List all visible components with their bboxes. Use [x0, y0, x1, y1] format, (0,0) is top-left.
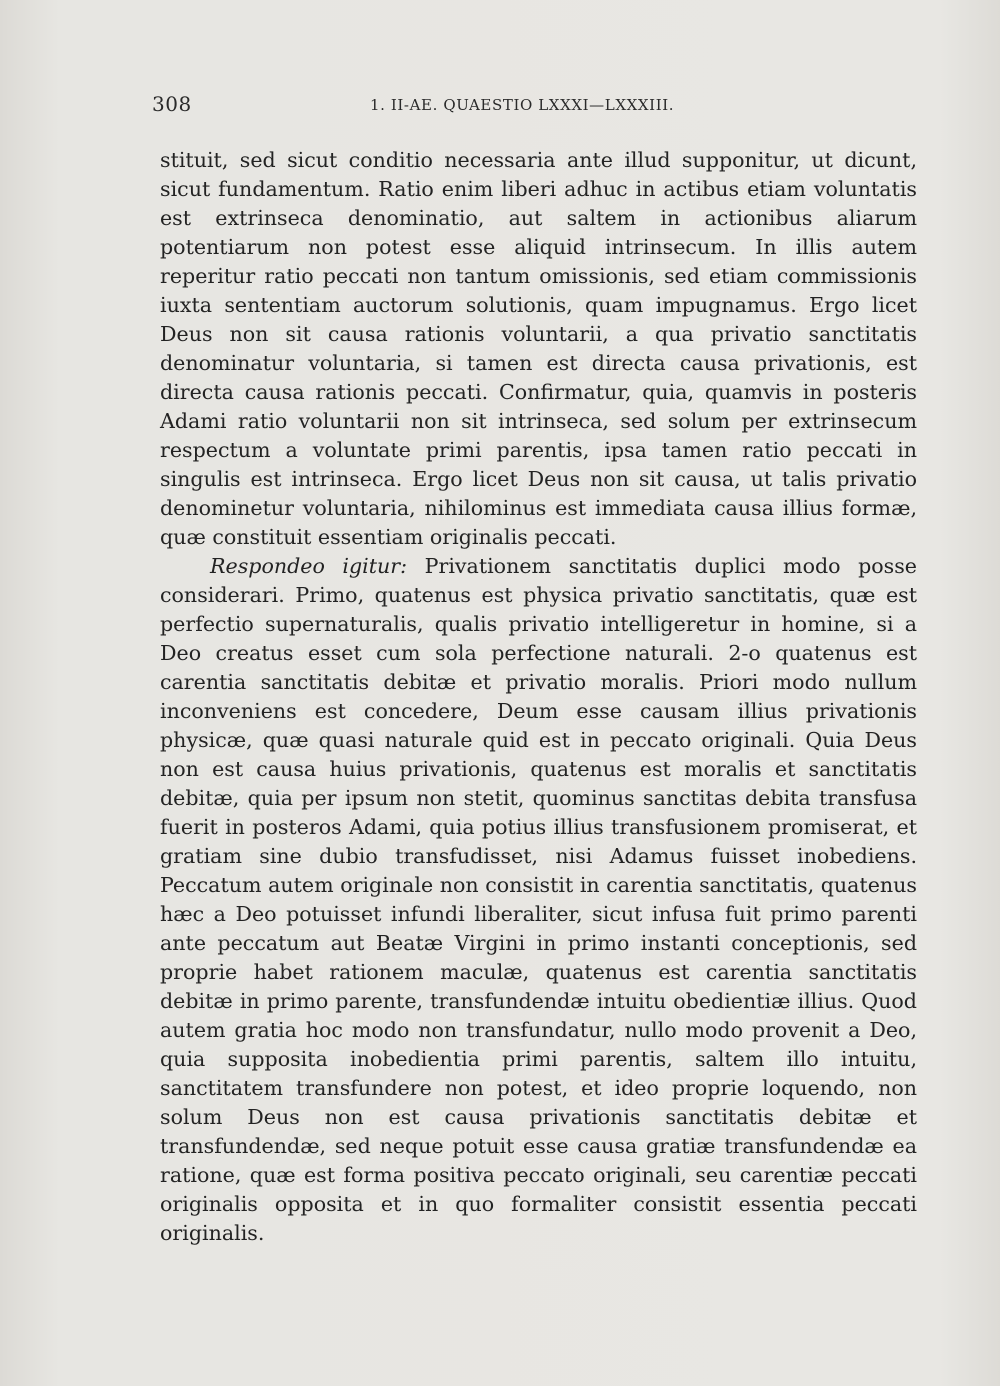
running-head [150, 92, 910, 122]
body-text [160, 146, 917, 1248]
page-number: 308 [152, 92, 192, 116]
paragraph-lead: Respondeo igitur: [210, 554, 408, 578]
paragraph: stituit, sed sicut conditio necessaria ante illud supponitur, ut dicunt, sicut fundamentum. Ratio enim liberi adhuc in actibus etiam voluntatis est extrinseca denominatio, aut saltem in actionibus aliarum potentiarum non potest esse aliquid intrinsecum. In illis autem reperitur ratio peccati non tantum omissionis, sed etiam commissionis iuxta sententiam auctorum solutionis, quam impugnamus. Ergo licet Deus non sit causa rationis voluntarii, a qua privatio sanctitatis denominatur voluntaria, si tamen est directa causa privationis, est directa causa rationis peccati. Confirmatur, quia, quamvis in posteris Adami ratio voluntarii non sit intrinseca, sed solum per extrinsecum respectum a voluntate primi parentis, ipsa tamen ratio peccati in singulis est intrinseca. Ergo licet Deus non sit causa, ut talis privatio denominetur voluntaria, nihilominus est immediata causa illius formæ, quæ constituit essentiam originalis peccati. [160, 148, 917, 549]
paragraph-text: Privationem sanctitatis duplici modo posse considerari. Primo, quatenus est physica privatio sanctitatis, quæ est perfectio supernaturalis, qualis privatio intelligeretur in homine, si a Deo creatus esset cum sola perfectione naturali. 2-o quatenus est carentia sanctitatis debitæ et privatio moralis. Priori modo nullum inconveniens est concedere, Deum esse causam illius privationis physicæ, quæ quasi naturale quid est in peccato originali. Quia Deus non est causa huius privationis, quatenus est moralis et sanctitatis debitæ, quia per ipsum non stetit, quominus sanctitas debita transfusa fuerit in posteros Adami, quia potius illius transfusionem promiserat, et gratiam sine dubio transfudisset, nisi Adamus fuisset inobediens. Peccatum autem originale non consistit in carentia sanctitatis, quatenus hæc a Deo potuisset infundi liberaliter, sicut infusa fuit primo parenti ante peccatum aut Beatæ Virgini in primo instanti conceptionis, sed proprie habet rationem maculæ, quatenus est carentia sanctitatis debitæ in primo parente, transfundendæ intuitu obedientiæ illius. Quod autem gratia hoc modo non transfundatur, nullo modo provenit a Deo, quia supposita inobedientia primi parentis, saltem illo intuitu, sanctitatem transfundere non potest, et ideo proprie loquendo, non solum Deus non est causa privationis sanctitatis debitæ et transfundendæ, sed neque potuit esse causa gratiæ transfundendæ ea ratione, quæ est forma positiva peccato originali, seu carentiæ peccati originalis opposita et in quo formaliter consistit essentia peccati originalis. [160, 554, 917, 1245]
running-head-title: 1. II-AE. QUAESTIO LXXXI—LXXXIII. [370, 96, 675, 114]
paragraph [160, 552, 917, 1248]
